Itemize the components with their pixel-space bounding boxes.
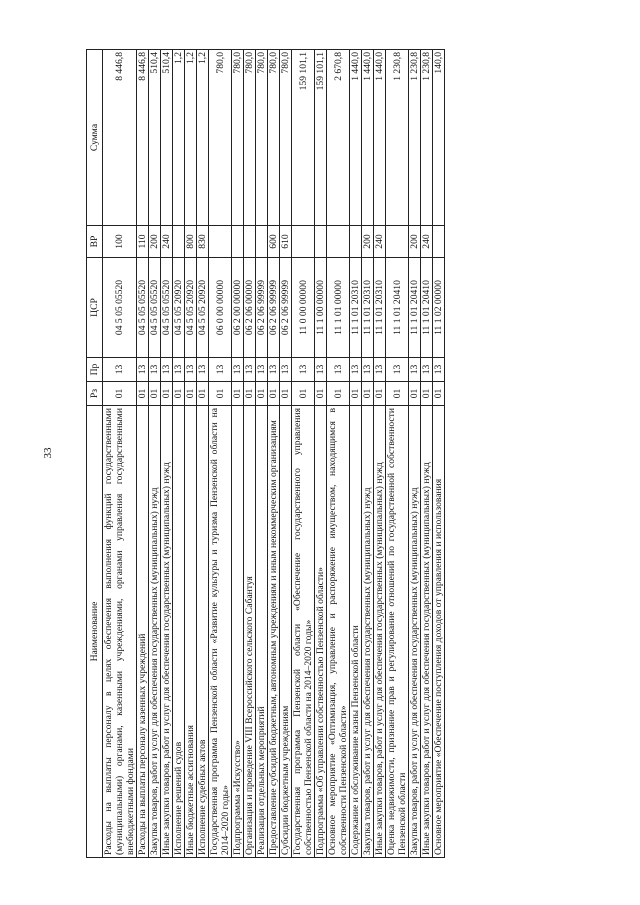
cell-vr [327, 226, 350, 258]
cell-csr: 06 0 00 00000 [209, 258, 232, 358]
budget-table-container [86, 50, 566, 858]
table-row [209, 50, 232, 858]
cell-vr: 200 [149, 226, 161, 258]
cell-vr: 600 [268, 226, 280, 258]
cell-name: Расходы на выплаты персоналу в целях обеспечения выполнения функций государственными (муниципальными) органами, казенными учреждениями, органами управления государственными внебюджетными фондами [103, 406, 137, 858]
cell-csr: 11 1 02 00000 [433, 258, 445, 358]
cell-name: Субсидии бюджетным учреждениям [280, 406, 292, 858]
cell-pr: 13 [315, 358, 327, 382]
cell-rz: 01 [232, 382, 244, 406]
cell-sum: 780,0 [280, 50, 292, 226]
table-row [386, 50, 409, 858]
cell-name: Организация и проведение VIII Всероссийского сельского Сабантуя [244, 406, 256, 858]
cell-pr: 13 [268, 358, 280, 382]
cell-vr: 240 [374, 226, 386, 258]
cell-sum: 159 101,1 [292, 50, 315, 226]
budget-table [86, 49, 445, 858]
cell-pr: 13 [137, 358, 149, 382]
cell-csr: 04 5 05 05520 [149, 258, 161, 358]
cell-pr: 13 [433, 358, 445, 382]
cell-csr: 04 5 05 05520 [103, 258, 137, 358]
cell-vr [386, 226, 409, 258]
table-row [103, 50, 137, 858]
cell-csr: 11 1 00 00000 [315, 258, 327, 358]
table-row [197, 50, 209, 858]
cell-vr: 200 [362, 226, 374, 258]
cell-pr: 13 [161, 358, 173, 382]
table-row [268, 50, 280, 858]
cell-rz: 01 [149, 382, 161, 406]
cell-name: Исполнение судебных актов [197, 406, 209, 858]
cell-rz: 01 [409, 382, 421, 406]
cell-csr: 11 0 00 00000 [292, 258, 315, 358]
cell-sum: 1 230,8 [421, 50, 433, 226]
cell-pr: 13 [173, 358, 185, 382]
cell-pr: 13 [244, 358, 256, 382]
cell-csr: 04 5 05 20920 [185, 258, 197, 358]
cell-pr: 13 [256, 358, 268, 382]
table-row [350, 50, 362, 858]
table-row [421, 50, 433, 858]
cell-pr: 13 [374, 358, 386, 382]
cell-csr: 11 1 01 20410 [386, 258, 409, 358]
cell-csr: 11 1 01 20310 [362, 258, 374, 358]
cell-name: Иные закупки товаров, работ и услуг для обеспечения государственных (муниципальных) нужд [421, 406, 433, 858]
cell-sum: 1 230,8 [386, 50, 409, 226]
cell-vr: 240 [421, 226, 433, 258]
cell-pr: 13 [386, 358, 409, 382]
cell-name: Закупка товаров, работ и услуг для обеспечения государственных (муниципальных) нужд [362, 406, 374, 858]
table-row [161, 50, 173, 858]
cell-sum: 510,4 [161, 50, 173, 226]
cell-name: Исполнение решений судов [173, 406, 185, 858]
cell-sum: 780,0 [232, 50, 244, 226]
header-csr: ЦСР [87, 258, 103, 358]
cell-rz: 01 [185, 382, 197, 406]
page-number: 33 [42, 447, 54, 459]
cell-pr: 13 [149, 358, 161, 382]
table-row [292, 50, 315, 858]
cell-vr [173, 226, 185, 258]
cell-csr: 06 2 06 99999 [256, 258, 268, 358]
cell-pr: 13 [292, 358, 315, 382]
cell-pr: 13 [209, 358, 232, 382]
cell-sum: 1,2 [173, 50, 185, 226]
table-row [374, 50, 386, 858]
cell-sum: 1,2 [185, 50, 197, 226]
cell-rz: 01 [362, 382, 374, 406]
cell-csr: 06 2 06 99999 [268, 258, 280, 358]
cell-sum: 1 440,0 [350, 50, 362, 226]
cell-csr: 04 5 05 05520 [137, 258, 149, 358]
header-pr: Пр [87, 358, 103, 382]
cell-rz: 01 [386, 382, 409, 406]
cell-csr: 04 5 05 20920 [173, 258, 185, 358]
cell-name: Предоставление субсидий бюджетным, автономным учреждениям и иным некоммерческим организациям [268, 406, 280, 858]
cell-pr: 13 [185, 358, 197, 382]
cell-sum: 510,4 [149, 50, 161, 226]
cell-name: Подпрограмма «Об управлении собственностью Пензенской области» [315, 406, 327, 858]
cell-rz: 01 [268, 382, 280, 406]
cell-vr [315, 226, 327, 258]
cell-rz: 01 [197, 382, 209, 406]
cell-sum: 780,0 [244, 50, 256, 226]
cell-rz: 01 [374, 382, 386, 406]
table-row [149, 50, 161, 858]
cell-csr: 06 2 06 00000 [244, 258, 256, 358]
table-row [433, 50, 445, 858]
header-name: Наименование [87, 406, 103, 858]
cell-name: Закупка товаров, работ и услуг для обеспечения государственных (муниципальных) нужд [409, 406, 421, 858]
cell-name: Основное мероприятие «Оптимизация, управление и распоряжение имуществом, находящимся в собственности Пензенской области» [327, 406, 350, 858]
table-row [185, 50, 197, 858]
table-row [327, 50, 350, 858]
cell-pr: 13 [362, 358, 374, 382]
cell-pr: 13 [280, 358, 292, 382]
cell-pr: 13 [232, 358, 244, 382]
cell-rz: 01 [209, 382, 232, 406]
cell-rz: 01 [292, 382, 315, 406]
cell-pr: 13 [103, 358, 137, 382]
cell-csr: 11 1 01 20410 [409, 258, 421, 358]
cell-vr: 610 [280, 226, 292, 258]
header-sum: Сумма [87, 50, 103, 226]
cell-rz: 01 [244, 382, 256, 406]
table-row [256, 50, 268, 858]
cell-vr: 830 [197, 226, 209, 258]
rotated-page-area [86, 50, 566, 858]
cell-sum: 2 670,8 [327, 50, 350, 226]
table-header-row [87, 50, 103, 858]
cell-vr: 800 [185, 226, 197, 258]
cell-pr: 13 [421, 358, 433, 382]
cell-vr [350, 226, 362, 258]
cell-sum: 1 230,8 [409, 50, 421, 226]
cell-sum: 1,2 [197, 50, 209, 226]
table-row [137, 50, 149, 858]
cell-csr: 06 2 00 00000 [232, 258, 244, 358]
cell-csr: 06 2 06 99999 [280, 258, 292, 358]
cell-vr [209, 226, 232, 258]
cell-csr: 11 1 01 20410 [421, 258, 433, 358]
cell-csr: 11 1 01 20310 [350, 258, 362, 358]
table-row [173, 50, 185, 858]
cell-rz: 01 [256, 382, 268, 406]
header-vr: ВР [87, 226, 103, 258]
cell-sum: 8 446,8 [103, 50, 137, 226]
cell-sum: 1 440,0 [374, 50, 386, 226]
cell-rz: 01 [421, 382, 433, 406]
cell-csr: 11 1 01 20310 [374, 258, 386, 358]
cell-sum: 159 101,1 [315, 50, 327, 226]
cell-sum: 8 446,8 [137, 50, 149, 226]
cell-name: Основное мероприятие «Обеспечение поступления доходов от управления и использования [433, 406, 445, 858]
cell-sum: 780,0 [268, 50, 280, 226]
cell-rz: 01 [173, 382, 185, 406]
cell-vr [256, 226, 268, 258]
cell-name: Оценка недвижимости, признание прав и регулирование отношений по государственной собственности Пензенской области [386, 406, 409, 858]
cell-name: Реализация отдельных мероприятий [256, 406, 268, 858]
cell-pr: 13 [327, 358, 350, 382]
cell-sum: 780,0 [209, 50, 232, 226]
cell-rz: 01 [433, 382, 445, 406]
cell-name: Государственная программа Пензенской области «Обеспечение государственного управления собственностью Пензенской области на 2014–2020 годы» [292, 406, 315, 858]
cell-csr: 11 1 01 00000 [327, 258, 350, 358]
cell-csr: 04 5 05 20920 [197, 258, 209, 358]
table-row [232, 50, 244, 858]
cell-rz: 01 [103, 382, 137, 406]
cell-name: Закупка товаров, работ и услуг для обеспечения государственных (муниципальных) нужд [149, 406, 161, 858]
cell-vr [433, 226, 445, 258]
cell-sum: 780,0 [256, 50, 268, 226]
cell-name: Содержание и обслуживание казны Пензенской области [350, 406, 362, 858]
cell-sum: 1 440,0 [362, 50, 374, 226]
header-rz: Рз [87, 382, 103, 406]
cell-vr: 200 [409, 226, 421, 258]
cell-pr: 13 [197, 358, 209, 382]
cell-rz: 01 [280, 382, 292, 406]
cell-name: Иные закупки товаров, работ и услуг для обеспечения государственных (муниципальных) нужд [374, 406, 386, 858]
cell-vr [244, 226, 256, 258]
cell-name: Иные бюджетные ассигнования [185, 406, 197, 858]
cell-name: Подпрограмма «Искусство» [232, 406, 244, 858]
cell-name: Расходы на выплаты персоналу казенных учреждений [137, 406, 149, 858]
table-row [409, 50, 421, 858]
table-row [244, 50, 256, 858]
cell-rz: 01 [315, 382, 327, 406]
cell-rz: 01 [327, 382, 350, 406]
cell-name: Иные закупки товаров, работ и услуг для обеспечения государственных (муниципальных) нужд [161, 406, 173, 858]
cell-rz: 01 [137, 382, 149, 406]
cell-vr [232, 226, 244, 258]
cell-vr: 240 [161, 226, 173, 258]
cell-pr: 13 [409, 358, 421, 382]
cell-vr [292, 226, 315, 258]
table-row [315, 50, 327, 858]
cell-rz: 01 [161, 382, 173, 406]
cell-rz: 01 [350, 382, 362, 406]
table-row [362, 50, 374, 858]
cell-vr: 110 [137, 226, 149, 258]
cell-name: Государственная программа Пензенской области «Развитие культуры и туризма Пензенской области на 2014–2020 годы» [209, 406, 232, 858]
cell-pr: 13 [350, 358, 362, 382]
cell-sum: 140,0 [433, 50, 445, 226]
cell-vr: 100 [103, 226, 137, 258]
table-row [280, 50, 292, 858]
cell-csr: 04 5 05 05520 [161, 258, 173, 358]
